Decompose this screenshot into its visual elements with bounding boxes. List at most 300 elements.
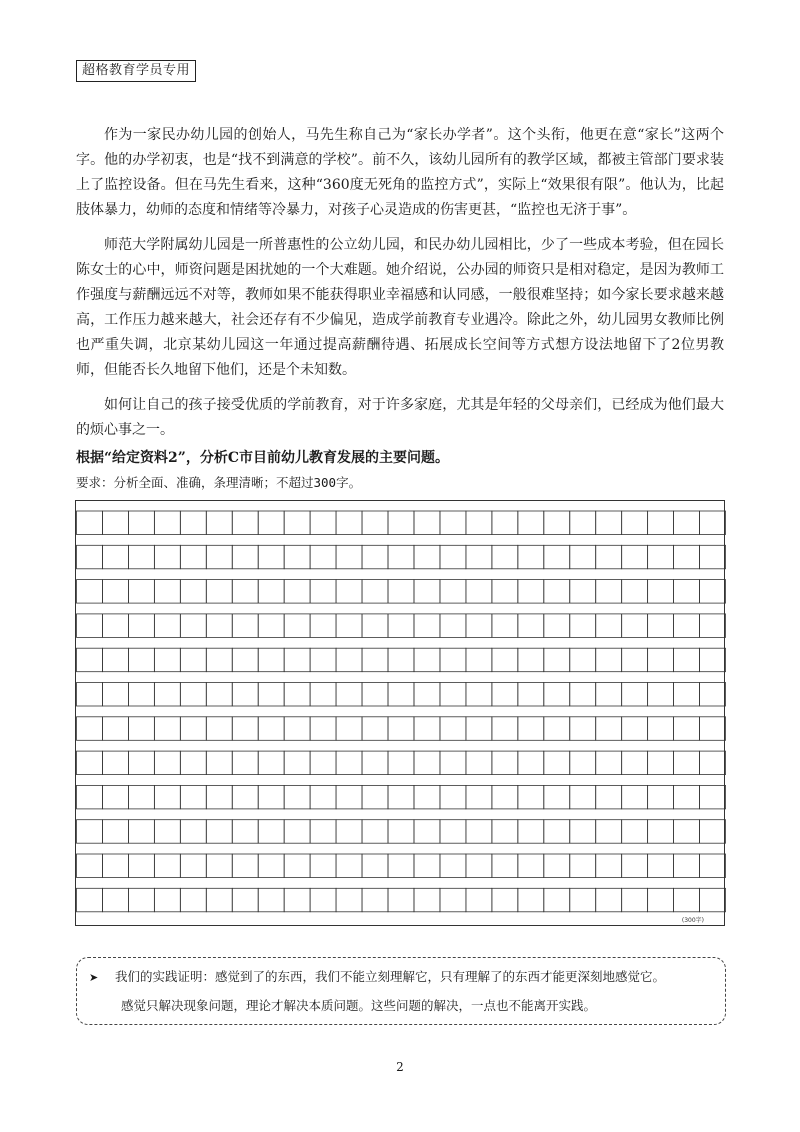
grid-cell[interactable]	[128, 717, 154, 741]
grid-cell[interactable]	[466, 648, 492, 672]
grid-cell[interactable]	[77, 785, 103, 809]
grid-cell[interactable]	[466, 820, 492, 844]
grid-cell[interactable]	[180, 580, 206, 604]
grid-cell[interactable]	[258, 751, 284, 775]
grid-cell[interactable]	[128, 854, 154, 878]
grid-cell[interactable]	[310, 854, 336, 878]
grid-cell[interactable]	[518, 717, 544, 741]
grid-cell[interactable]	[388, 545, 414, 569]
grid-cell[interactable]	[336, 614, 362, 638]
grid-cell[interactable]	[466, 614, 492, 638]
grid-cell[interactable]	[206, 683, 232, 707]
grid-cell[interactable]	[310, 820, 336, 844]
grid-cell[interactable]	[544, 545, 570, 569]
grid-cell[interactable]	[674, 820, 700, 844]
grid-cell[interactable]	[206, 648, 232, 672]
grid-cell[interactable]	[102, 614, 128, 638]
grid-cell[interactable]	[206, 511, 232, 535]
grid-cell[interactable]	[596, 614, 622, 638]
grid-cell[interactable]	[414, 614, 440, 638]
grid-cell[interactable]	[388, 888, 414, 912]
grid-cell[interactable]	[596, 888, 622, 912]
grid-cell[interactable]	[77, 614, 103, 638]
grid-cell[interactable]	[414, 888, 440, 912]
grid-cell[interactable]	[466, 545, 492, 569]
grid-cell[interactable]	[232, 683, 258, 707]
grid-cell[interactable]	[388, 820, 414, 844]
grid-cell[interactable]	[258, 545, 284, 569]
grid-cell[interactable]	[544, 683, 570, 707]
grid-cell[interactable]	[206, 751, 232, 775]
grid-cell[interactable]	[336, 820, 362, 844]
grid-cell[interactable]	[492, 545, 518, 569]
grid-cell[interactable]	[336, 888, 362, 912]
grid-cell[interactable]	[466, 854, 492, 878]
grid-cell[interactable]	[232, 751, 258, 775]
grid-cell[interactable]	[492, 614, 518, 638]
grid-cell[interactable]	[596, 580, 622, 604]
grid-cell[interactable]	[492, 580, 518, 604]
grid-cell[interactable]	[180, 785, 206, 809]
grid-cell[interactable]	[284, 648, 310, 672]
grid-cell[interactable]	[596, 751, 622, 775]
grid-cell[interactable]	[310, 511, 336, 535]
grid-cell[interactable]	[440, 785, 466, 809]
grid-cell[interactable]	[466, 785, 492, 809]
grid-cell[interactable]	[700, 511, 726, 535]
grid-cell[interactable]	[336, 648, 362, 672]
grid-cell[interactable]	[414, 545, 440, 569]
grid-cell[interactable]	[440, 511, 466, 535]
grid-cell[interactable]	[648, 614, 674, 638]
grid-cell[interactable]	[310, 785, 336, 809]
grid-cell[interactable]	[544, 717, 570, 741]
grid-cell[interactable]	[180, 751, 206, 775]
grid-cell[interactable]	[570, 785, 596, 809]
grid-cell[interactable]	[674, 854, 700, 878]
grid-cell[interactable]	[570, 614, 596, 638]
grid-cell[interactable]	[414, 717, 440, 741]
grid-cell[interactable]	[544, 614, 570, 638]
grid-cell[interactable]	[414, 751, 440, 775]
grid-cell[interactable]	[128, 683, 154, 707]
grid-cell[interactable]	[570, 580, 596, 604]
grid-cell[interactable]	[414, 580, 440, 604]
grid-cell[interactable]	[232, 614, 258, 638]
grid-cell[interactable]	[544, 854, 570, 878]
grid-cell[interactable]	[77, 820, 103, 844]
grid-cell[interactable]	[544, 888, 570, 912]
grid-cell[interactable]	[102, 580, 128, 604]
grid-cell[interactable]	[596, 648, 622, 672]
grid-cell[interactable]	[102, 648, 128, 672]
grid-cell[interactable]	[258, 717, 284, 741]
grid-cell[interactable]	[518, 545, 544, 569]
grid-cell[interactable]	[258, 820, 284, 844]
grid-cell[interactable]	[258, 648, 284, 672]
grid-cell[interactable]	[206, 820, 232, 844]
grid-cell[interactable]	[232, 888, 258, 912]
grid-cell[interactable]	[258, 854, 284, 878]
grid-cell[interactable]	[700, 717, 726, 741]
grid-cell[interactable]	[102, 683, 128, 707]
grid-cell[interactable]	[154, 751, 180, 775]
grid-cell[interactable]	[674, 683, 700, 707]
grid-cell[interactable]	[258, 683, 284, 707]
grid-cell[interactable]	[310, 717, 336, 741]
grid-cell[interactable]	[180, 511, 206, 535]
grid-cell[interactable]	[674, 614, 700, 638]
grid-cell[interactable]	[128, 888, 154, 912]
grid-cell[interactable]	[310, 580, 336, 604]
grid-cell[interactable]	[388, 580, 414, 604]
grid-cell[interactable]	[440, 683, 466, 707]
grid-cell[interactable]	[570, 854, 596, 878]
grid-cell[interactable]	[102, 511, 128, 535]
grid-cell[interactable]	[674, 580, 700, 604]
grid-cell[interactable]	[596, 545, 622, 569]
grid-cell[interactable]	[622, 820, 648, 844]
grid-cell[interactable]	[206, 854, 232, 878]
grid-cell[interactable]	[180, 545, 206, 569]
grid-cell[interactable]	[544, 820, 570, 844]
grid-cell[interactable]	[310, 888, 336, 912]
grid-cell[interactable]	[362, 717, 388, 741]
grid-cell[interactable]	[77, 854, 103, 878]
grid-cell[interactable]	[466, 751, 492, 775]
grid-cell[interactable]	[154, 785, 180, 809]
grid-cell[interactable]	[518, 614, 544, 638]
grid-cell[interactable]	[362, 580, 388, 604]
grid-cell[interactable]	[570, 683, 596, 707]
grid-cell[interactable]	[440, 648, 466, 672]
grid-cell[interactable]	[284, 751, 310, 775]
grid-cell[interactable]	[128, 648, 154, 672]
grid-cell[interactable]	[466, 683, 492, 707]
grid-cell[interactable]	[102, 888, 128, 912]
grid-cell[interactable]	[700, 785, 726, 809]
grid-cell[interactable]	[180, 683, 206, 707]
grid-cell[interactable]	[154, 648, 180, 672]
grid-cell[interactable]	[570, 888, 596, 912]
grid-cell[interactable]	[414, 683, 440, 707]
grid-cell[interactable]	[492, 888, 518, 912]
grid-cell[interactable]	[570, 820, 596, 844]
grid-cell[interactable]	[388, 614, 414, 638]
grid-cell[interactable]	[232, 785, 258, 809]
grid-cell[interactable]	[700, 580, 726, 604]
grid-cell[interactable]	[700, 614, 726, 638]
grid-cell[interactable]	[388, 854, 414, 878]
grid-cell[interactable]	[622, 888, 648, 912]
grid-cell[interactable]	[492, 683, 518, 707]
grid-cell[interactable]	[362, 888, 388, 912]
grid-cell[interactable]	[128, 580, 154, 604]
grid-cell[interactable]	[492, 511, 518, 535]
grid-cell[interactable]	[206, 785, 232, 809]
grid-cell[interactable]	[440, 614, 466, 638]
grid-cell[interactable]	[544, 648, 570, 672]
grid-cell[interactable]	[570, 545, 596, 569]
grid-cell[interactable]	[102, 751, 128, 775]
grid-cell[interactable]	[128, 820, 154, 844]
grid-cell[interactable]	[310, 683, 336, 707]
grid-cell[interactable]	[674, 751, 700, 775]
grid-cell[interactable]	[440, 854, 466, 878]
grid-cell[interactable]	[336, 717, 362, 741]
grid-cell[interactable]	[102, 785, 128, 809]
grid-cell[interactable]	[544, 580, 570, 604]
grid-cell[interactable]	[414, 820, 440, 844]
grid-cell[interactable]	[674, 888, 700, 912]
grid-cell[interactable]	[336, 785, 362, 809]
grid-cell[interactable]	[180, 854, 206, 878]
grid-cell[interactable]	[336, 580, 362, 604]
grid-cell[interactable]	[518, 751, 544, 775]
grid-cell[interactable]	[232, 580, 258, 604]
grid-cell[interactable]	[180, 820, 206, 844]
grid-cell[interactable]	[414, 785, 440, 809]
grid-cell[interactable]	[622, 683, 648, 707]
grid-cell[interactable]	[102, 854, 128, 878]
grid-cell[interactable]	[674, 545, 700, 569]
grid-cell[interactable]	[492, 717, 518, 741]
grid-cell[interactable]	[648, 785, 674, 809]
grid-cell[interactable]	[648, 648, 674, 672]
grid-cell[interactable]	[544, 751, 570, 775]
grid-cell[interactable]	[310, 648, 336, 672]
grid-cell[interactable]	[440, 580, 466, 604]
grid-cell[interactable]	[622, 648, 648, 672]
grid-cell[interactable]	[284, 545, 310, 569]
grid-cell[interactable]	[284, 580, 310, 604]
grid-cell[interactable]	[648, 854, 674, 878]
grid-cell[interactable]	[596, 820, 622, 844]
grid-cell[interactable]	[388, 717, 414, 741]
grid-cell[interactable]	[622, 785, 648, 809]
grid-cell[interactable]	[596, 854, 622, 878]
grid-cell[interactable]	[440, 717, 466, 741]
grid-cell[interactable]	[544, 511, 570, 535]
grid-cell[interactable]	[102, 820, 128, 844]
grid-cell[interactable]	[648, 545, 674, 569]
grid-cell[interactable]	[362, 683, 388, 707]
grid-cell[interactable]	[258, 785, 284, 809]
grid-cell[interactable]	[648, 820, 674, 844]
grid-cell[interactable]	[258, 511, 284, 535]
grid-cell[interactable]	[596, 717, 622, 741]
grid-cell[interactable]	[440, 820, 466, 844]
grid-cell[interactable]	[154, 511, 180, 535]
grid-cell[interactable]	[102, 717, 128, 741]
grid-cell[interactable]	[310, 751, 336, 775]
grid-cell[interactable]	[622, 511, 648, 535]
grid-cell[interactable]	[284, 717, 310, 741]
grid-cell[interactable]	[622, 614, 648, 638]
grid-cell[interactable]	[154, 545, 180, 569]
grid-cell[interactable]	[388, 785, 414, 809]
grid-cell[interactable]	[466, 888, 492, 912]
grid-cell[interactable]	[518, 511, 544, 535]
grid-cell[interactable]	[362, 820, 388, 844]
grid-cell[interactable]	[622, 854, 648, 878]
grid-cell[interactable]	[128, 614, 154, 638]
grid-cell[interactable]	[518, 683, 544, 707]
grid-cell[interactable]	[648, 888, 674, 912]
grid-cell[interactable]	[206, 545, 232, 569]
grid-cell[interactable]	[362, 854, 388, 878]
grid-cell[interactable]	[700, 888, 726, 912]
grid-cell[interactable]	[128, 751, 154, 775]
grid-cell[interactable]	[232, 717, 258, 741]
grid-cell[interactable]	[466, 717, 492, 741]
grid-cell[interactable]	[570, 717, 596, 741]
grid-cell[interactable]	[310, 614, 336, 638]
grid-cell[interactable]	[570, 511, 596, 535]
grid-cell[interactable]	[596, 683, 622, 707]
grid-cell[interactable]	[206, 614, 232, 638]
grid-cell[interactable]	[700, 820, 726, 844]
grid-cell[interactable]	[700, 854, 726, 878]
grid-cell[interactable]	[128, 545, 154, 569]
grid-cell[interactable]	[700, 545, 726, 569]
grid-cell[interactable]	[310, 545, 336, 569]
grid-cell[interactable]	[648, 580, 674, 604]
grid-cell[interactable]	[154, 820, 180, 844]
grid-cell[interactable]	[492, 854, 518, 878]
grid-cell[interactable]	[284, 854, 310, 878]
grid-cell[interactable]	[700, 648, 726, 672]
grid-cell[interactable]	[206, 580, 232, 604]
grid-cell[interactable]	[232, 545, 258, 569]
grid-cell[interactable]	[77, 648, 103, 672]
grid-cell[interactable]	[622, 545, 648, 569]
grid-cell[interactable]	[154, 854, 180, 878]
grid-cell[interactable]	[232, 648, 258, 672]
grid-cell[interactable]	[180, 614, 206, 638]
grid-cell[interactable]	[77, 511, 103, 535]
grid-cell[interactable]	[284, 614, 310, 638]
grid-cell[interactable]	[466, 511, 492, 535]
grid-cell[interactable]	[77, 580, 103, 604]
grid-cell[interactable]	[518, 820, 544, 844]
grid-cell[interactable]	[180, 717, 206, 741]
grid-cell[interactable]	[570, 648, 596, 672]
grid-cell[interactable]	[570, 751, 596, 775]
grid-cell[interactable]	[232, 511, 258, 535]
grid-cell[interactable]	[388, 648, 414, 672]
grid-cell[interactable]	[518, 580, 544, 604]
grid-cell[interactable]	[648, 717, 674, 741]
grid-cell[interactable]	[492, 648, 518, 672]
grid-cell[interactable]	[154, 888, 180, 912]
grid-cell[interactable]	[154, 614, 180, 638]
grid-cell[interactable]	[648, 511, 674, 535]
grid-cell[interactable]	[102, 545, 128, 569]
grid-cell[interactable]	[284, 511, 310, 535]
grid-cell[interactable]	[336, 545, 362, 569]
grid-cell[interactable]	[596, 511, 622, 535]
grid-cell[interactable]	[414, 511, 440, 535]
grid-cell[interactable]	[388, 751, 414, 775]
grid-cell[interactable]	[518, 785, 544, 809]
grid-cell[interactable]	[466, 580, 492, 604]
grid-cell[interactable]	[336, 854, 362, 878]
grid-cell[interactable]	[258, 888, 284, 912]
grid-cell[interactable]	[206, 717, 232, 741]
grid-cell[interactable]	[700, 683, 726, 707]
grid-cell[interactable]	[440, 545, 466, 569]
grid-cell[interactable]	[622, 580, 648, 604]
grid-cell[interactable]	[180, 648, 206, 672]
grid-cell[interactable]	[674, 785, 700, 809]
grid-cell[interactable]	[362, 785, 388, 809]
grid-cell[interactable]	[77, 888, 103, 912]
grid-cell[interactable]	[77, 683, 103, 707]
grid-cell[interactable]	[674, 717, 700, 741]
grid-cell[interactable]	[518, 854, 544, 878]
grid-cell[interactable]	[258, 614, 284, 638]
answer-grid[interactable]	[75, 500, 725, 926]
grid-cell[interactable]	[492, 820, 518, 844]
grid-cell[interactable]	[258, 580, 284, 604]
grid-cell[interactable]	[336, 683, 362, 707]
grid-cell[interactable]	[544, 785, 570, 809]
grid-cell[interactable]	[77, 545, 103, 569]
grid-cell[interactable]	[388, 511, 414, 535]
grid-cell[interactable]	[154, 717, 180, 741]
grid-cell[interactable]	[232, 820, 258, 844]
grid-cell[interactable]	[336, 511, 362, 535]
grid-cell[interactable]	[674, 511, 700, 535]
grid-cell[interactable]	[596, 785, 622, 809]
grid-cell[interactable]	[284, 820, 310, 844]
grid-cell[interactable]	[414, 854, 440, 878]
grid-cell[interactable]	[440, 751, 466, 775]
grid-cell[interactable]	[284, 888, 310, 912]
grid-cell[interactable]	[622, 717, 648, 741]
grid-cell[interactable]	[622, 751, 648, 775]
grid-cell[interactable]	[128, 511, 154, 535]
grid-cell[interactable]	[154, 683, 180, 707]
grid-cell[interactable]	[388, 683, 414, 707]
grid-cell[interactable]	[440, 888, 466, 912]
grid-cell[interactable]	[284, 785, 310, 809]
grid-cell[interactable]	[206, 888, 232, 912]
grid-cell[interactable]	[154, 580, 180, 604]
grid-cell[interactable]	[362, 751, 388, 775]
grid-cell[interactable]	[518, 888, 544, 912]
grid-cell[interactable]	[336, 751, 362, 775]
grid-cell[interactable]	[648, 751, 674, 775]
grid-cell[interactable]	[232, 854, 258, 878]
grid-cell[interactable]	[674, 648, 700, 672]
grid-cell[interactable]	[77, 751, 103, 775]
grid-cell[interactable]	[492, 751, 518, 775]
grid-cell[interactable]	[414, 648, 440, 672]
grid-cell[interactable]	[362, 614, 388, 638]
grid-cell[interactable]	[700, 751, 726, 775]
grid-cell[interactable]	[180, 888, 206, 912]
grid-cell[interactable]	[362, 545, 388, 569]
grid-cell[interactable]	[128, 785, 154, 809]
grid-cell[interactable]	[362, 648, 388, 672]
grid-cell[interactable]	[648, 683, 674, 707]
grid-cell[interactable]	[492, 785, 518, 809]
grid-cell[interactable]	[77, 717, 103, 741]
grid-cell[interactable]	[284, 683, 310, 707]
grid-cell[interactable]	[518, 648, 544, 672]
